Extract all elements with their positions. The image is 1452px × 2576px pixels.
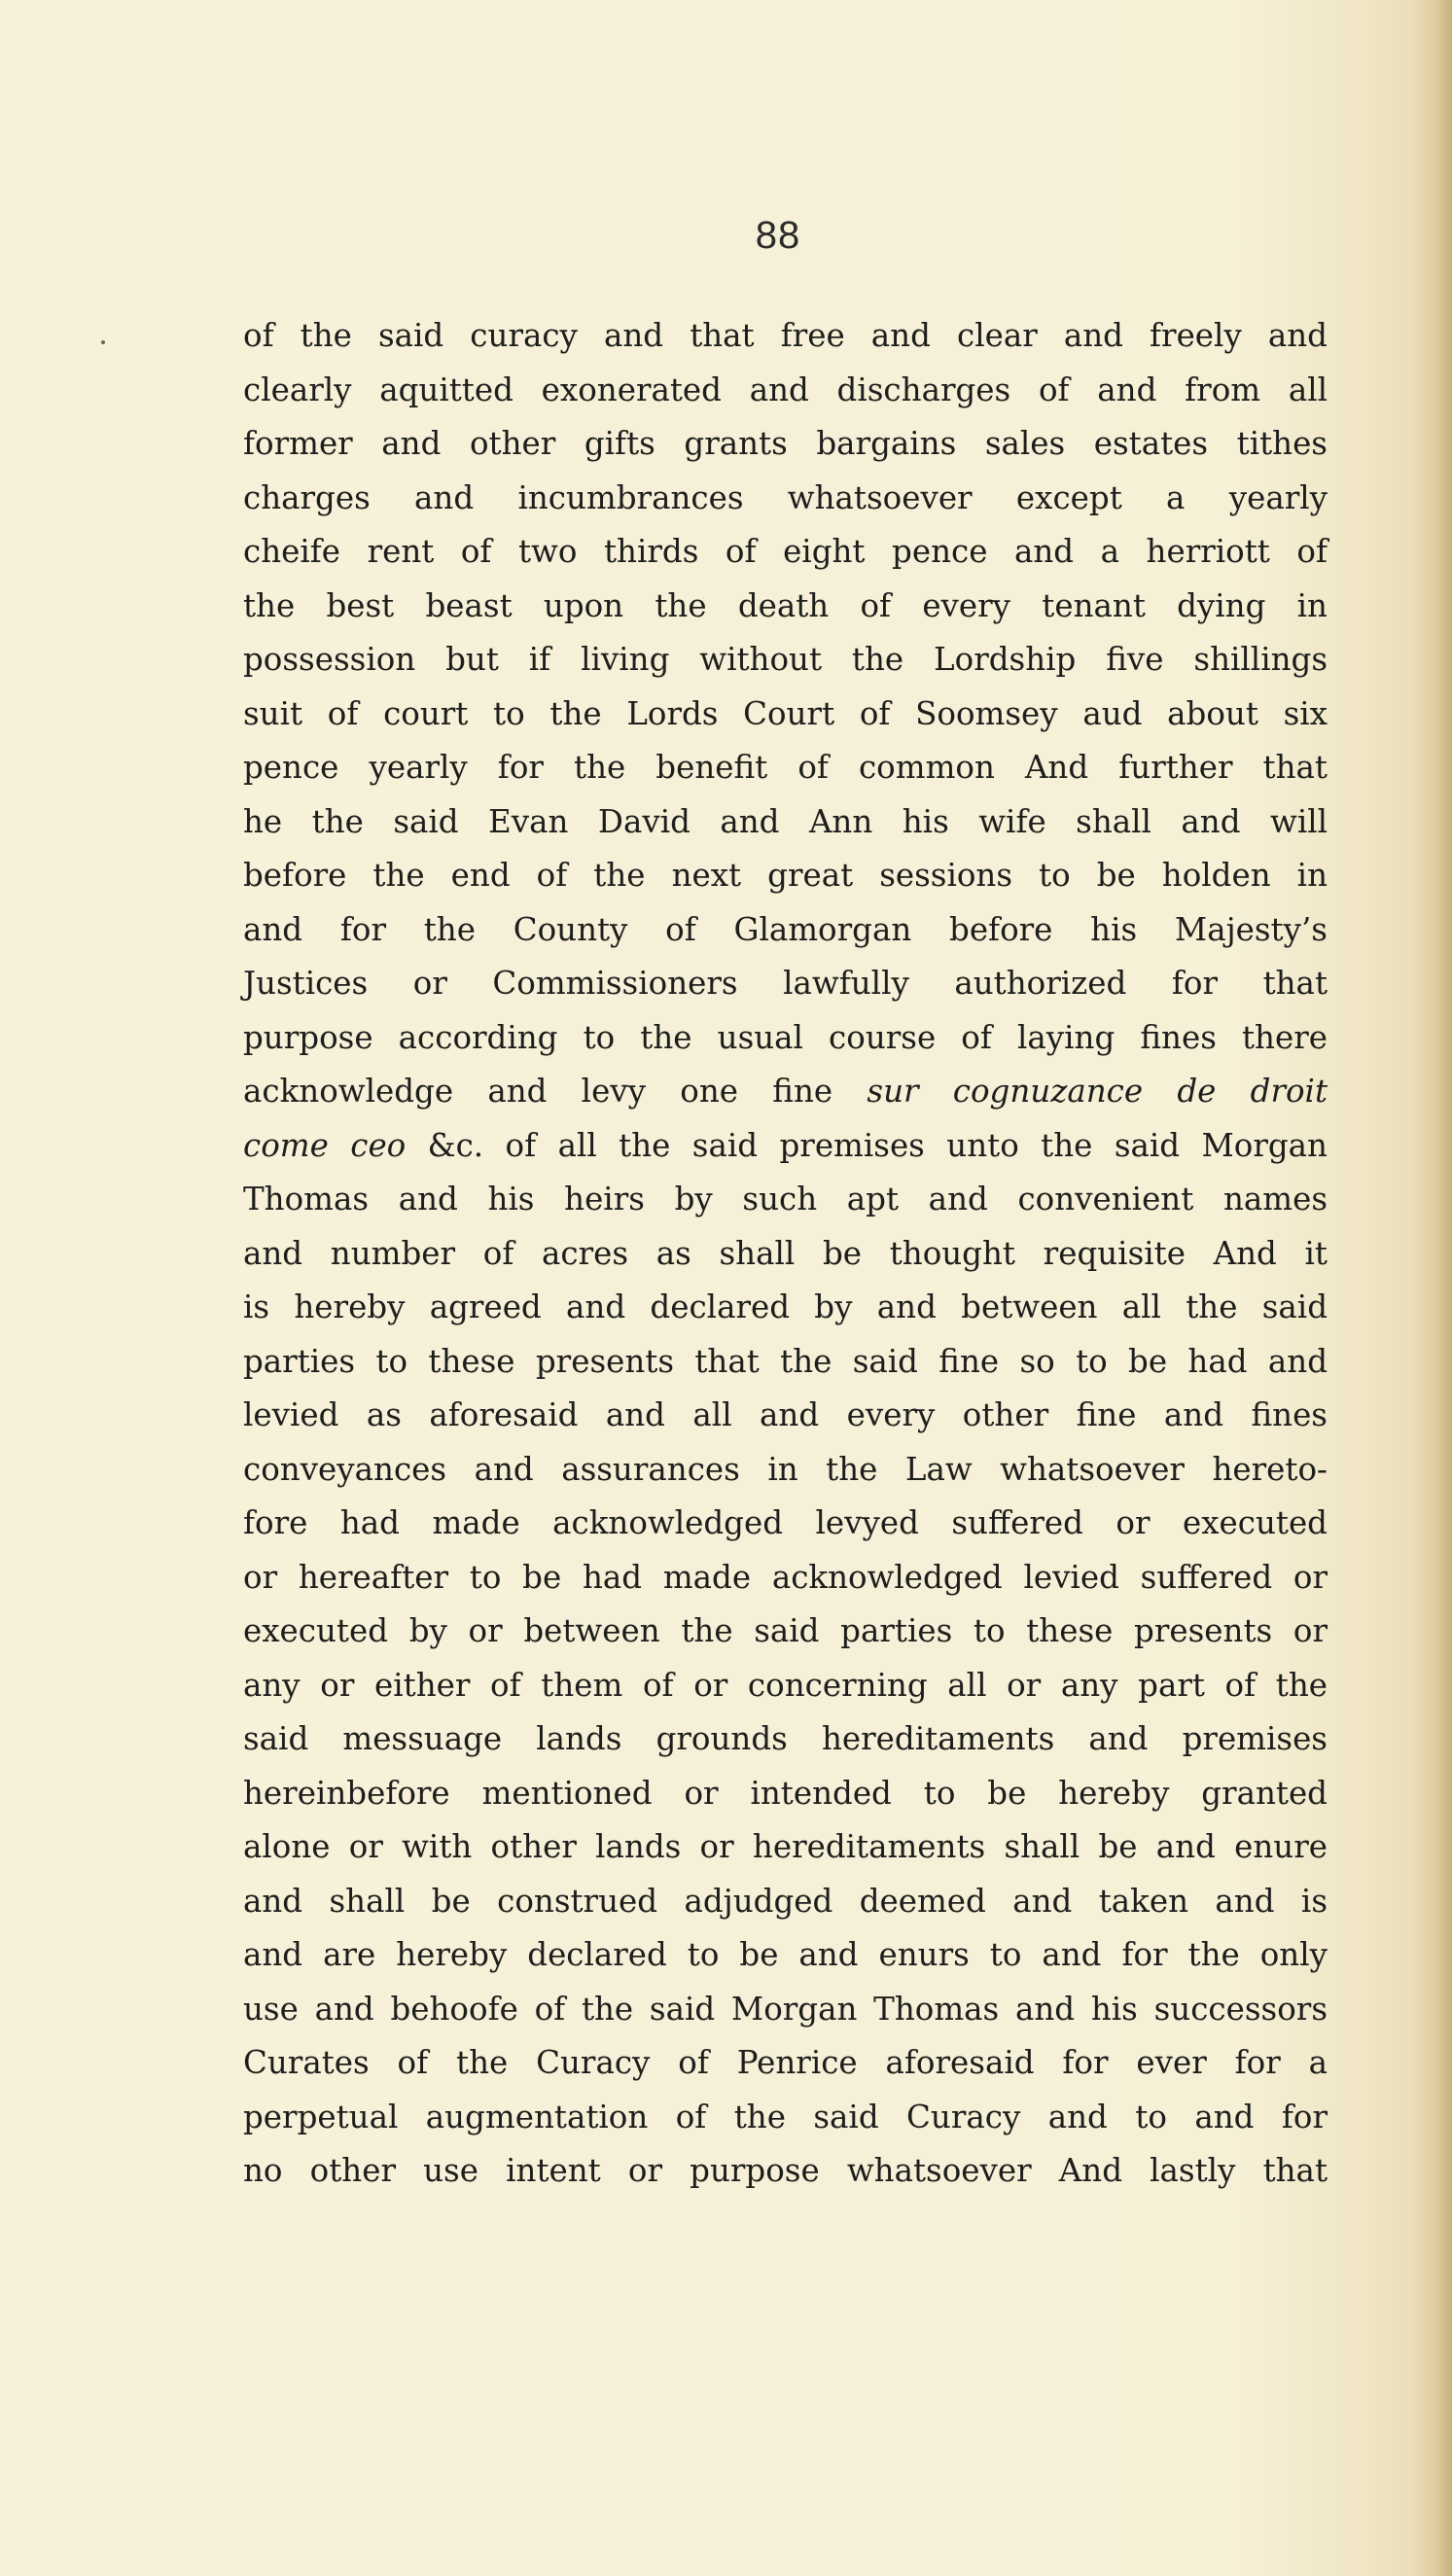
italic-latin-phrase: come ceo xyxy=(243,1126,407,1164)
text-line: charges and incumbrances whatsoever except a yearly xyxy=(243,478,1328,516)
text-line: said messuage lands grounds hereditaments and premises xyxy=(243,1720,1328,1757)
text-line: he the said Evan David and Ann his wife shall and will xyxy=(243,802,1328,840)
text-line: use and behoofe of the said Morgan Thomas and his successors xyxy=(243,1990,1328,2028)
text-line: and for the County of Glamorgan before his Majesty’s xyxy=(243,910,1328,948)
text-line: is hereby agreed and declared by and between all the said xyxy=(243,1288,1328,1325)
text-line: of the said curacy and that free and clear and freely and xyxy=(243,317,1328,354)
text-line: conveyances and assurances in the Law whatsoever hereto- xyxy=(243,1450,1328,1488)
page-edge-shading xyxy=(1413,0,1452,2576)
text-line: parties to these presents that the said fine so to be had and xyxy=(243,1342,1328,1380)
text-line: levied as aforesaid and all and every other fine and fines xyxy=(243,1396,1328,1433)
text-line: or hereafter to be had made acknowledged levied suffered or xyxy=(243,1558,1328,1596)
text-line: pence yearly for the benefit of common And further that xyxy=(243,749,1328,786)
text-line: before the end of the next great sessions to be holden in xyxy=(243,857,1328,894)
text-line: Thomas and his heirs by such apt and convenient names xyxy=(243,1181,1328,1217)
text-line: suit of court to the Lords Court of Soomsey aud about six xyxy=(243,694,1328,732)
text-line: and shall be construed adjudged deemed and taken and is xyxy=(243,1882,1328,1920)
text-line: and are hereby declared to be and enurs to and for the only xyxy=(243,1936,1328,1973)
text-line-with-italic xyxy=(243,1119,1328,1174)
text-line: Curates of the Curacy of Penrice aforesaid for ever for a xyxy=(243,2044,1328,2081)
text-line: any or either of them of or concerning all or any part of the xyxy=(243,1666,1328,1704)
text-segment: acknowledge and levy one fine xyxy=(243,1073,833,1110)
text-line: hereinbefore mentioned or intended to be hereby granted xyxy=(243,1774,1328,1812)
text-line: fore had made acknowledged levyed suffered or executed xyxy=(243,1504,1328,1541)
text-segment: &c. of all the said premises unto the said Morgan xyxy=(427,1126,1328,1164)
text-line: executed by or between the said parties to these presents or xyxy=(243,1612,1328,1649)
text-line: no other use intent or purpose whatsoever And lastly that xyxy=(243,2152,1328,2189)
text-line-with-italic xyxy=(243,1065,1328,1119)
text-line: possession but if living without the Lordship five shillings xyxy=(243,641,1328,678)
text-line: the best beast upon the death of every tenant dying in xyxy=(243,586,1328,624)
text-line: cheife rent of two thirds of eight pence and a herriott of xyxy=(243,533,1328,570)
body-text xyxy=(243,309,1328,2199)
text-line: Justices or Commissioners lawfully authorized for that xyxy=(243,965,1328,1002)
text-line: alone or with other lands or hereditaments shall be and enure xyxy=(243,1828,1328,1865)
text-line: purpose according to the usual course of laying fines there xyxy=(243,1018,1328,1056)
text-line: perpetual augmentation of the said Curacy and to and for xyxy=(243,2098,1328,2135)
page-number: 88 xyxy=(755,214,801,257)
margin-speck xyxy=(101,340,105,344)
text-line: former and other gifts grants bargains sales estates tithes xyxy=(243,425,1328,462)
text-line: and number of acres as shall be thought requisite And it xyxy=(243,1234,1328,1272)
text-line: clearly aquitted exonerated and discharges of and from all xyxy=(243,371,1328,408)
italic-latin-phrase: sur cognuzance de droit xyxy=(867,1073,1328,1110)
